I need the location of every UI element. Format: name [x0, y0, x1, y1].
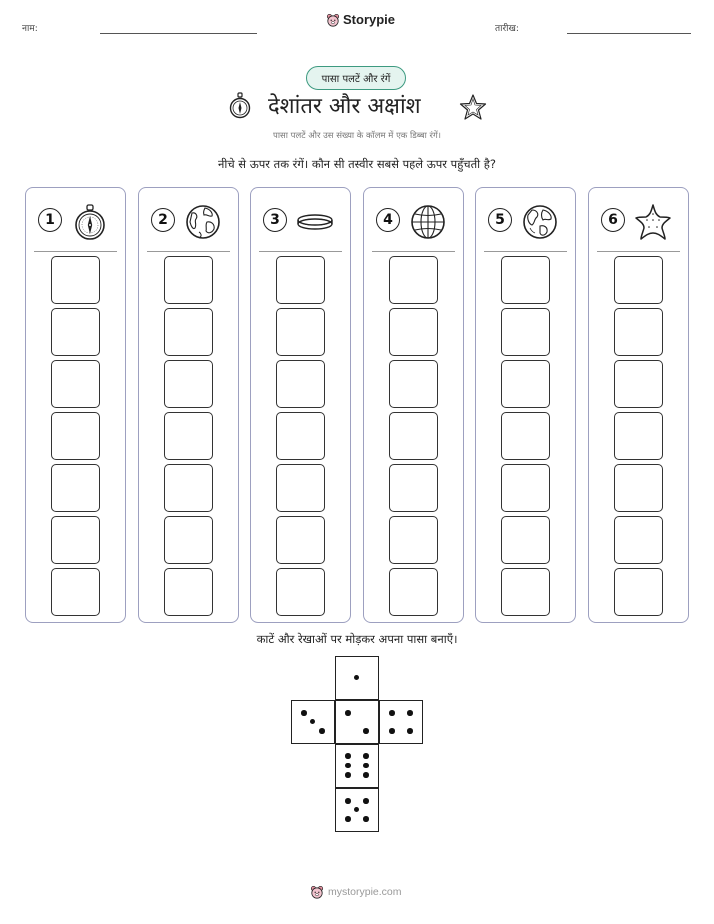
color-box[interactable] — [389, 360, 438, 408]
column-5 — [475, 187, 576, 623]
bear-logo-icon — [310, 885, 324, 899]
pip — [363, 728, 369, 734]
pip — [345, 798, 351, 804]
color-box[interactable] — [389, 568, 438, 616]
footer-url[interactable]: mystorypie.com — [328, 886, 402, 898]
color-box[interactable] — [276, 568, 325, 616]
column-number: 4 — [376, 208, 400, 232]
die-instruction: काटें और रेखाओं पर मोड़कर अपना पासा बनाएँ। — [256, 632, 458, 646]
instruction: नीचे से ऊपर तक रंगें। कौन सी तस्वीर सबसे पहले ऊपर पहुँचती है? — [217, 157, 497, 171]
column-divider — [259, 251, 342, 252]
pip — [363, 816, 369, 822]
page-title: देशांतर और अक्षांश — [268, 94, 421, 119]
color-box[interactable] — [614, 256, 663, 304]
column-number: 1 — [38, 208, 62, 232]
earth-icon — [520, 202, 560, 242]
color-box[interactable] — [614, 516, 663, 564]
color-box[interactable] — [164, 360, 213, 408]
color-box[interactable] — [164, 412, 213, 460]
compass-icon — [70, 202, 110, 242]
column-number: 5 — [488, 208, 512, 232]
name-line[interactable] — [100, 33, 257, 34]
pip — [354, 675, 360, 681]
date-label: तारीख: — [495, 24, 519, 34]
pip — [354, 807, 360, 813]
pip — [389, 728, 395, 734]
pip — [407, 728, 413, 734]
color-box[interactable] — [164, 568, 213, 616]
color-box[interactable] — [501, 412, 550, 460]
color-box[interactable] — [51, 360, 100, 408]
brand-name: Storypie — [343, 12, 396, 27]
column-4 — [363, 187, 464, 623]
column-3 — [250, 187, 351, 623]
pip — [301, 710, 307, 716]
pip — [363, 798, 369, 804]
color-box[interactable] — [501, 464, 550, 512]
color-box[interactable] — [614, 568, 663, 616]
pip — [407, 710, 413, 716]
pip — [363, 753, 369, 759]
column-2 — [138, 187, 239, 623]
pip — [345, 753, 351, 759]
color-box[interactable] — [389, 516, 438, 564]
die-face-1 — [335, 656, 379, 700]
star-title-icon — [458, 93, 488, 121]
color-box[interactable] — [276, 256, 325, 304]
pip — [389, 710, 395, 716]
color-box[interactable] — [51, 516, 100, 564]
ring-icon — [295, 202, 335, 242]
column-divider — [372, 251, 455, 252]
color-box[interactable] — [51, 308, 100, 356]
color-box[interactable] — [164, 516, 213, 564]
die-face-5 — [335, 788, 379, 832]
compass-title-icon — [228, 92, 252, 120]
color-box[interactable] — [501, 568, 550, 616]
color-box[interactable] — [276, 360, 325, 408]
color-box[interactable] — [501, 360, 550, 408]
footer — [310, 885, 402, 899]
color-box[interactable] — [614, 412, 663, 460]
color-box[interactable] — [614, 360, 663, 408]
color-box[interactable] — [389, 412, 438, 460]
brand-logo — [326, 12, 395, 27]
color-box[interactable] — [51, 412, 100, 460]
pip — [363, 763, 369, 769]
starfish-icon — [633, 202, 673, 242]
globe-icon — [183, 202, 223, 242]
die-face-2 — [335, 700, 379, 744]
pip — [363, 772, 369, 778]
color-box[interactable] — [389, 308, 438, 356]
color-box[interactable] — [276, 464, 325, 512]
column-number: 2 — [151, 208, 175, 232]
color-box[interactable] — [389, 464, 438, 512]
color-box[interactable] — [501, 516, 550, 564]
die-face-6 — [335, 744, 379, 788]
column-divider — [147, 251, 230, 252]
color-box[interactable] — [51, 568, 100, 616]
bear-logo-icon — [326, 13, 340, 27]
pip — [310, 719, 316, 725]
subtitle: पासा पलटें और उस संख्या के कॉलम में एक डिब्बा रंगें। — [273, 131, 441, 141]
color-box[interactable] — [164, 256, 213, 304]
column-number: 6 — [601, 208, 625, 232]
pip — [319, 728, 325, 734]
color-box[interactable] — [276, 412, 325, 460]
color-box[interactable] — [51, 464, 100, 512]
column-divider — [597, 251, 680, 252]
column-divider — [484, 251, 567, 252]
pip — [345, 763, 351, 769]
activity-badge: पासा पलटें और रंगें — [306, 66, 406, 90]
pip — [345, 772, 351, 778]
column-6 — [588, 187, 689, 623]
column-number: 3 — [263, 208, 287, 232]
color-box[interactable] — [501, 256, 550, 304]
color-box[interactable] — [276, 308, 325, 356]
color-box[interactable] — [164, 308, 213, 356]
color-box[interactable] — [389, 256, 438, 304]
color-box[interactable] — [164, 464, 213, 512]
name-label: नाम: — [22, 24, 38, 34]
color-box[interactable] — [276, 516, 325, 564]
column-divider — [34, 251, 117, 252]
color-box[interactable] — [51, 256, 100, 304]
color-box[interactable] — [501, 308, 550, 356]
color-box[interactable] — [614, 464, 663, 512]
column-1 — [25, 187, 126, 623]
color-box[interactable] — [614, 308, 663, 356]
die-face-3 — [291, 700, 335, 744]
pip — [345, 710, 351, 716]
date-line[interactable] — [567, 33, 691, 34]
grid-globe-icon — [408, 202, 448, 242]
pip — [345, 816, 351, 822]
die-face-4 — [379, 700, 423, 744]
